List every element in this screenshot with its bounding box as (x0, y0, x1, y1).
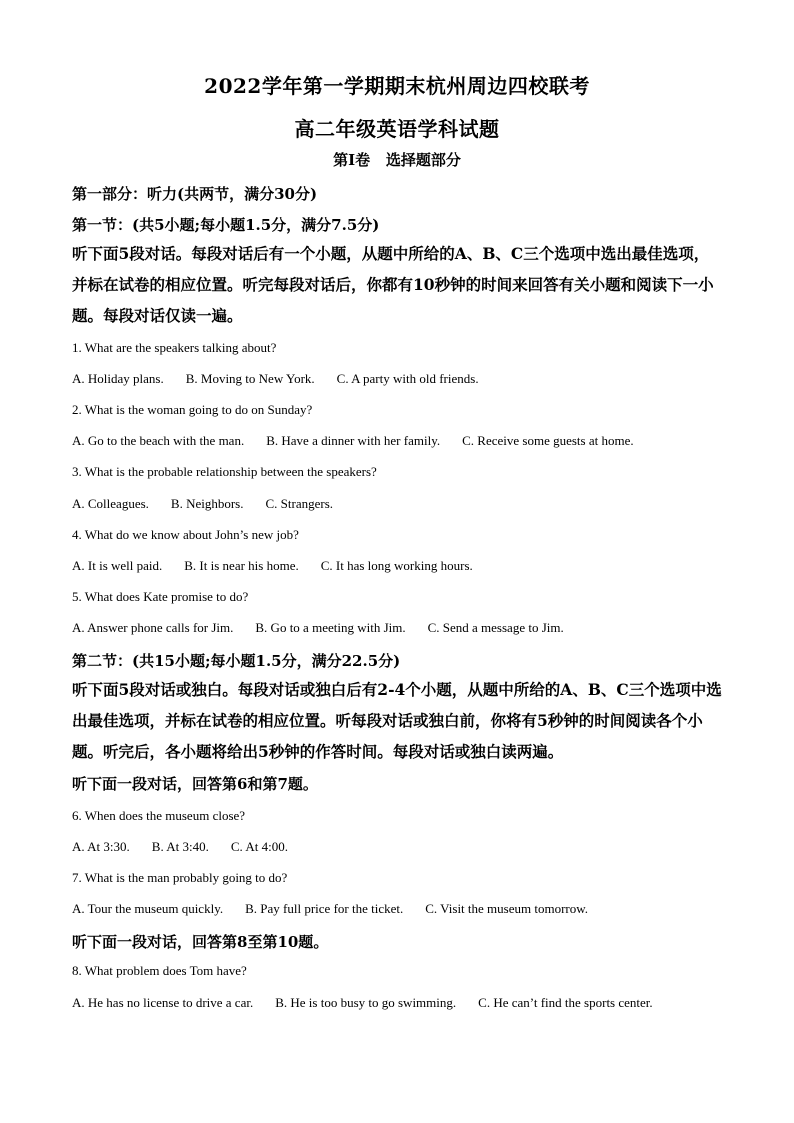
part1-heading: 第一部分：听力(共两节，满分30分) (72, 185, 318, 203)
question-2-options (72, 433, 656, 449)
option-a: A. Holiday plans. (72, 371, 164, 386)
option-c: C. At 4:00. (230, 839, 288, 854)
option-b: B. Neighbors. (170, 496, 244, 511)
question-1-options (72, 371, 501, 387)
exam-title: 2022学年第一学期期末杭州周边四校联考 (204, 74, 590, 98)
option-c: C. Strangers. (265, 496, 334, 511)
question-6-options (72, 839, 310, 855)
option-b: B. Moving to New York. (185, 371, 315, 386)
question-8-options (72, 995, 675, 1011)
option-a: A. Answer phone calls for Jim. (72, 620, 234, 635)
group-2-heading: 听下面一段对话，回答第8至第10题。 (72, 933, 329, 951)
option-a: A. Go to the beach with the man. (72, 433, 245, 448)
question-4: 4. What do we know about John’s new job? (72, 527, 299, 542)
option-c: C. Receive some guests at home. (462, 433, 634, 448)
question-6: 6. When does the museum close? (72, 808, 246, 823)
question-4-options (72, 558, 495, 574)
option-b: B. It is near his home. (184, 558, 299, 573)
question-3: 3. What is the probable relationship between the speakers? (72, 464, 377, 479)
question-5-options (72, 620, 586, 636)
option-c: C. He can’t find the sports center. (478, 995, 653, 1010)
section1-heading: 第一节：(共5小题;每小题1.5分，满分7.5分) (72, 216, 380, 234)
exam-subtitle: 高二年级英语学科试题 (294, 117, 500, 141)
option-b: B. Go to a meeting with Jim. (255, 620, 406, 635)
option-a: A. He has no license to drive a car. (72, 995, 254, 1010)
option-a: A. Tour the museum quickly. (72, 901, 224, 916)
option-a: A. At 3:30. (72, 839, 130, 854)
option-b: B. Have a dinner with her family. (266, 433, 441, 448)
section2-instructions: 听下面5段对话或独白。每段对话或独白后有2-4个小题，从题中所给的A、B、C三个选项中选出最佳选项，并标在试卷的相应位置。听每段对话或独白前，你将有5秒钟的时间阅读各个小题。听完后，各小题将给出5秒钟的作答时间。每段对话或独白读两遍。 (72, 680, 722, 761)
group-1-heading: 听下面一段对话，回答第6和第7题。 (72, 775, 318, 793)
option-c: C. A party with old friends. (336, 371, 479, 386)
question-7-options (72, 901, 610, 917)
option-a: A. It is well paid. (72, 558, 163, 573)
question-8: 8. What problem does Tom have? (72, 963, 247, 978)
option-c: C. It has long working hours. (320, 558, 473, 573)
question-5: 5. What does Kate promise to do? (72, 589, 249, 604)
option-c: C. Visit the museum tomorrow. (425, 901, 589, 916)
section2-heading: 第二节：(共15小题;每小题1.5分，满分22.5分) (72, 652, 401, 670)
volume-heading: 第Ⅰ卷 选择题部分 (333, 151, 461, 169)
option-a: A. Colleagues. (72, 496, 149, 511)
option-c: C. Send a message to Jim. (427, 620, 564, 635)
option-b: B. Pay full price for the ticket. (245, 901, 404, 916)
question-1: 1. What are the speakers talking about? (72, 340, 277, 355)
question-2: 2. What is the woman going to do on Sunday? (72, 402, 313, 417)
question-3-options (72, 496, 355, 512)
section1-instructions: 听下面5段对话。每段对话后有一个小题，从题中所给的A、B、C三个选项中选出最佳选项，并标在试卷的相应位置。听完每段对话后，你都有10秒钟的时间来回答有关小题和阅读下一小题。每段对话仅读一遍。 (72, 244, 714, 325)
option-b: B. He is too busy to go swimming. (275, 995, 457, 1010)
question-7: 7. What is the man probably going to do? (72, 870, 288, 885)
option-b: B. At 3:40. (151, 839, 209, 854)
